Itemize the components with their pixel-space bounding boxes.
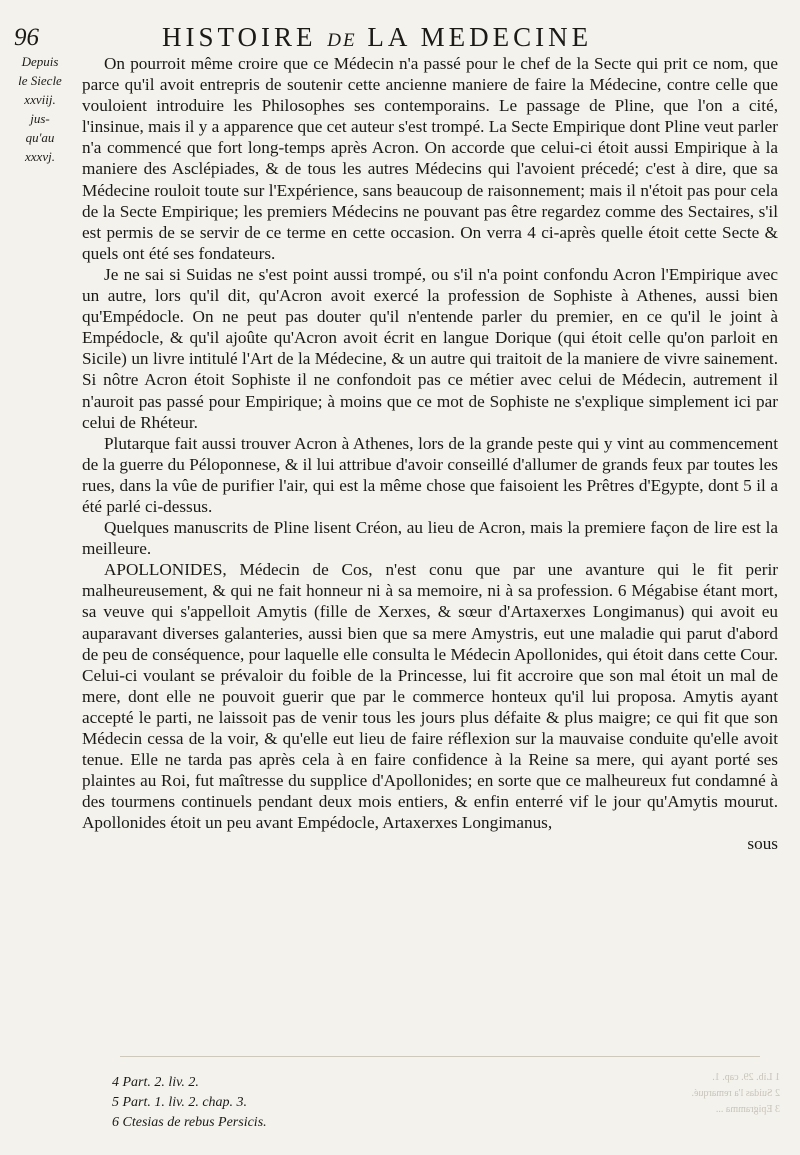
margin-note-line: Depuis bbox=[21, 54, 59, 69]
page-header bbox=[14, 22, 784, 56]
margin-note-line: xxxvj. bbox=[25, 149, 55, 164]
paragraph: Plutarque fait aussi trouver Acron à Athenes, lors de la grande peste qui y vint au commencement de la guerre du Péloponnese, & il lui attribue d'avoir conseillé d'allumer de grands feux par toutes les rues, dans la vûe de purifier l'air, qui est la même chose que faisoient les Prêtres d'Egypte, dont 5 il a été parlé ci-dessus. bbox=[82, 433, 778, 516]
bleed-line: 2 Suidas l'a remarqué. bbox=[691, 1088, 780, 1099]
margin-note-line: jus- bbox=[30, 111, 50, 126]
bleed-line: 3 Epigramma ... bbox=[715, 1104, 780, 1115]
running-title-de: DE bbox=[327, 30, 357, 51]
footnote: 6 Ctesias de rebus Persicis. bbox=[112, 1115, 267, 1130]
margin-note-line: le Siecle bbox=[18, 73, 62, 88]
bleed-line: 1 Lib. 29. cap. 1. bbox=[712, 1072, 780, 1083]
paragraph: Quelques manuscrits de Pline lisent Créon, au lieu de Acron, mais la premiere façon de lire est la meilleure. bbox=[82, 518, 778, 559]
footnotes bbox=[112, 1073, 412, 1133]
catchword: sous bbox=[747, 834, 778, 854]
bleed-through-text bbox=[420, 1070, 780, 1118]
body-text bbox=[82, 53, 778, 855]
running-title-part1: HISTOIRE bbox=[162, 22, 317, 52]
margin-note-line: xxviij. bbox=[24, 92, 56, 107]
margin-note-line: qu'au bbox=[25, 130, 55, 145]
paragraph: APOLLONIDES, Médecin de Cos, n'est conu que par une avanture qui le fit perir malheureusement, & qui ne fait honneur ni à sa memoire, ni à sa profession. 6 Mégabise étant mort, sa veuve qui s'appelloit Amytis (fille de Xerxes, & sœur d'Artaxerxes Longimanus) qui avoit eu auparavant diverses galanteries, aussi bien que sa mere Amystris, eut une maladie qui parut d'abord de peu de conséquence, pour laquelle elle consulta le Médecin Apollonides, qui étoit dans cette Cour. Celui-ci voulant se prévaloir du foible de la Princesse, lui fit accroire que son mal étoit un mal de mere, dont elle ne pouvoit guerir que par le commerce honteux qu'il lui proposa. Amytis ayant accepté le parti, ne laissoit pas de venir tous les jours plus défaite & plus maigre; ce qui fit que son Médecin cessa de la voir, & qu'elle eut lieu de faire réflexion sur la mauvaise conduite qu'elle avoit tenue. Elle ne tarda pas après cela à en faire confidence à la Reine sa mere, qui ayant porté ses plaintes au Roi, fut maîtresse du supplice d'Apollonides; en sorte que ce malheureux fut condamné à des tourmens continuels pendant deux mois entiers, & enfin enterré vif le jour qu'Amytis mourut. Apollonides étoit un peu avant Empédocle, Artaxerxes Longimanus, bbox=[82, 560, 778, 833]
running-title bbox=[162, 22, 592, 53]
page-number: 96 bbox=[14, 24, 39, 51]
paragraph: Je ne sai si Suidas ne s'est point aussi trompé, ou s'il n'a point confondu Acron l'Empirique avec un autre, lors qu'il dit, qu'Acron avoit exercé la profession de Sophiste à Athenes, aussi bien qu'Empédocle. On ne peut pas douter qu'il n'entende parler du premier, en ce qu'il le joint à Empédocle, & qu'il ajoûte qu'Acron avoit écrit en langue Dorique (qui étoit celle qu'on parloit en Sicile) un livre intitulé l'Art de la Médecine, & un autre qui traitoit de la maniere de vivre sainement. Si nôtre Acron étoit Sophiste il ne confondoit pas ce métier avec celui de Médecin, autrement il n'auroit pas passé pour Empirique; à moins que ce mot de Sophiste ne s'explique simplement ici par celui de Rhéteur. bbox=[82, 264, 778, 432]
running-title-part2: LA MEDECINE bbox=[367, 22, 593, 52]
footnote: 5 Part. 1. liv. 2. chap. 3. bbox=[112, 1095, 248, 1110]
footnote-divider bbox=[120, 1056, 760, 1057]
paragraph: On pourroit même croire que ce Médecin n'a passé pour le chef de la Secte qui prit ce nom, que parce qu'il avoit entrepris de soutenir cette ancienne maniere de faire la Médecine, contre celle que vouloient introduire les Philosophes ses contemporains. Le passage de Pline, que l'on a cité, l'insinue, mais il y a apparence que cet auteur s'est trompé. La Secte Empirique dont Pline veut parler n'a commencé que fort long-temps après Acron. On accorde que celui-ci étoit aussi Empirique à la maniere des Asclépiades, & de tous les autres Médecins qui l'avoient précedé; c'est à dire, que sa Médecine rouloit toute sur l'Expérience, sans beaucoup de raisonnement; mais il n'étoit pas pour cela de la Secte Empirique; les premiers Médecins ne pouvant pas être regardez comme des Sectaires, s'il est permis de se servir de ce terme en cette occasion. On verra 4 ci-après quelle étoit cette Secte & quels ont été ses fondateurs. bbox=[82, 54, 778, 263]
margin-note bbox=[6, 52, 74, 166]
footnote: 4 Part. 2. liv. 2. bbox=[112, 1075, 199, 1090]
